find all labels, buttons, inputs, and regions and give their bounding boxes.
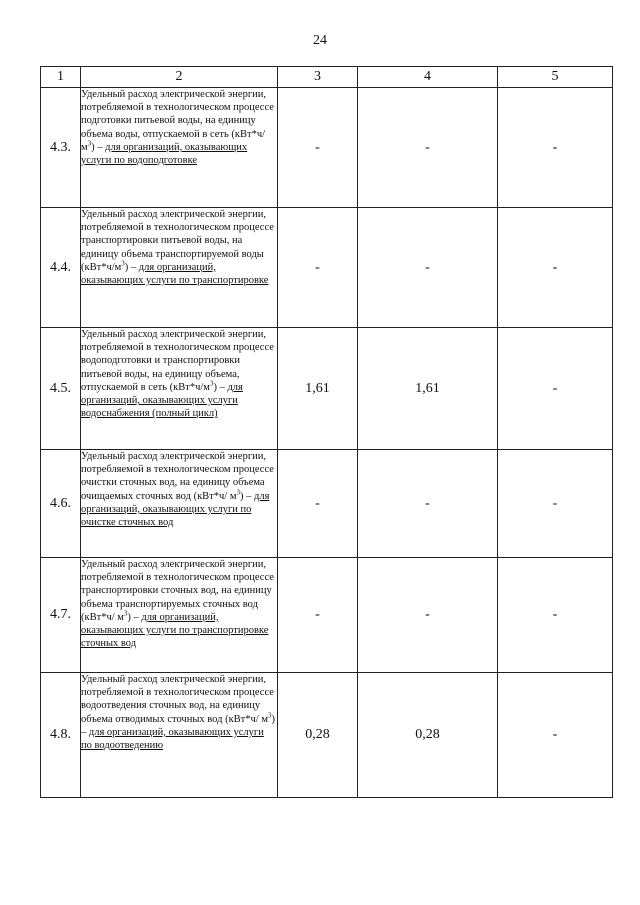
description-separator: ) – bbox=[240, 490, 254, 502]
value-col4: 0,28 bbox=[358, 673, 498, 798]
description-text: Удельный расход электрической энергии, потребляемой в технологическом процессе водоподготовки и транспортировки питьевой воды, на единицу объема, отпускаемой в сеть (кВт*ч/м bbox=[81, 329, 274, 393]
description-separator: ) – bbox=[127, 611, 142, 623]
description-text: Удельный расход электрической энергии, потребляемой в технологическом процессе транспортировки сточных вод, на единицу объема транспортируемых сточных вод (кВт*ч/ м bbox=[81, 559, 274, 623]
row-description bbox=[81, 450, 278, 558]
value-col4: - bbox=[358, 88, 498, 208]
description-superscript: 3 bbox=[87, 139, 92, 148]
description-text: Удельный расход электрической энергии, потребляемой в технологическом процессе подготовки питьевой воды, на единицу объема воды, отпускаемой в сеть (кВт*ч/м bbox=[81, 89, 274, 153]
description-text: Удельный расход электрической энергии, потребляемой в технологическом процессе водоотведения сточных вод, на единицу объема отводимых сточных вод (кВт*ч/ м bbox=[81, 674, 274, 725]
table-row bbox=[41, 208, 613, 328]
description-underlined: для организаций, оказывающих услуги по водоотведению bbox=[81, 726, 264, 752]
description-text: Удельный расход электрической энергии, потребляемой в технологическом процессе транспортировки питьевой воды, на единицу объема транспортируемой воды (кВт*ч/м bbox=[81, 209, 274, 273]
page-number: 24 bbox=[313, 33, 327, 48]
row-number: 4.7. bbox=[41, 558, 81, 673]
table-row bbox=[41, 88, 613, 208]
column-header-2: 2 bbox=[81, 67, 278, 88]
value-col3: - bbox=[278, 558, 358, 673]
value-col5: - bbox=[498, 208, 613, 328]
row-number: 4.4. bbox=[41, 208, 81, 328]
description-separator: ) – bbox=[213, 381, 228, 393]
description-underlined: для организаций, оказывающих услуги по транспортировке сточных вод bbox=[81, 611, 269, 650]
table-header-row bbox=[41, 67, 613, 88]
value-col4: - bbox=[358, 450, 498, 558]
row-description bbox=[81, 673, 278, 798]
value-col5: - bbox=[498, 88, 613, 208]
value-col3: 1,61 bbox=[278, 328, 358, 450]
row-number: 4.3. bbox=[41, 88, 81, 208]
description-separator: ) – bbox=[91, 141, 106, 153]
value-col3: - bbox=[278, 88, 358, 208]
value-col4: - bbox=[358, 208, 498, 328]
row-number: 4.8. bbox=[41, 673, 81, 798]
column-header-1: 1 bbox=[41, 67, 81, 88]
value-col5: - bbox=[498, 328, 613, 450]
row-description bbox=[81, 88, 278, 208]
description-superscript: 3 bbox=[236, 488, 240, 497]
description-separator: ) – bbox=[124, 261, 139, 273]
row-description bbox=[81, 558, 278, 673]
description-underlined: для организаций, оказывающих услуги по водоподготовке bbox=[81, 141, 248, 167]
value-col5: - bbox=[498, 558, 613, 673]
description-underlined: для организаций, оказывающих услуги по транспортировке bbox=[81, 261, 269, 287]
value-col3: - bbox=[278, 450, 358, 558]
description-separator: ) – bbox=[81, 713, 275, 738]
row-number: 4.5. bbox=[41, 328, 81, 450]
value-col3: 0,28 bbox=[278, 673, 358, 798]
column-header-4: 4 bbox=[358, 67, 498, 88]
table-row bbox=[41, 558, 613, 673]
description-superscript: 3 bbox=[123, 609, 128, 618]
table-row bbox=[41, 450, 613, 558]
value-col3: - bbox=[278, 208, 358, 328]
row-description bbox=[81, 208, 278, 328]
row-number: 4.6. bbox=[41, 450, 81, 558]
description-underlined: для организаций, оказывающих услуги водоснабжения (полный цикл) bbox=[81, 381, 243, 420]
column-header-5: 5 bbox=[498, 67, 613, 88]
value-col5: - bbox=[498, 673, 613, 798]
description-underlined: для организаций, оказывающих услуги по очистке сточных вод bbox=[81, 490, 270, 529]
description-superscript: 3 bbox=[209, 379, 214, 388]
description-superscript: 3 bbox=[121, 259, 125, 268]
table-row bbox=[41, 328, 613, 450]
value-col5: - bbox=[498, 450, 613, 558]
description-text: Удельный расход электрической энергии, потребляемой в технологическом процессе очистки сточных вод, на единицу объема очищаемых сточных вод (кВт*ч/ м bbox=[81, 451, 274, 502]
description-superscript: 3 bbox=[267, 711, 272, 720]
value-col4: - bbox=[358, 558, 498, 673]
column-header-3: 3 bbox=[278, 67, 358, 88]
table-row bbox=[41, 673, 613, 798]
row-description bbox=[81, 328, 278, 450]
indicators-table bbox=[40, 66, 613, 798]
value-col4: 1,61 bbox=[358, 328, 498, 450]
